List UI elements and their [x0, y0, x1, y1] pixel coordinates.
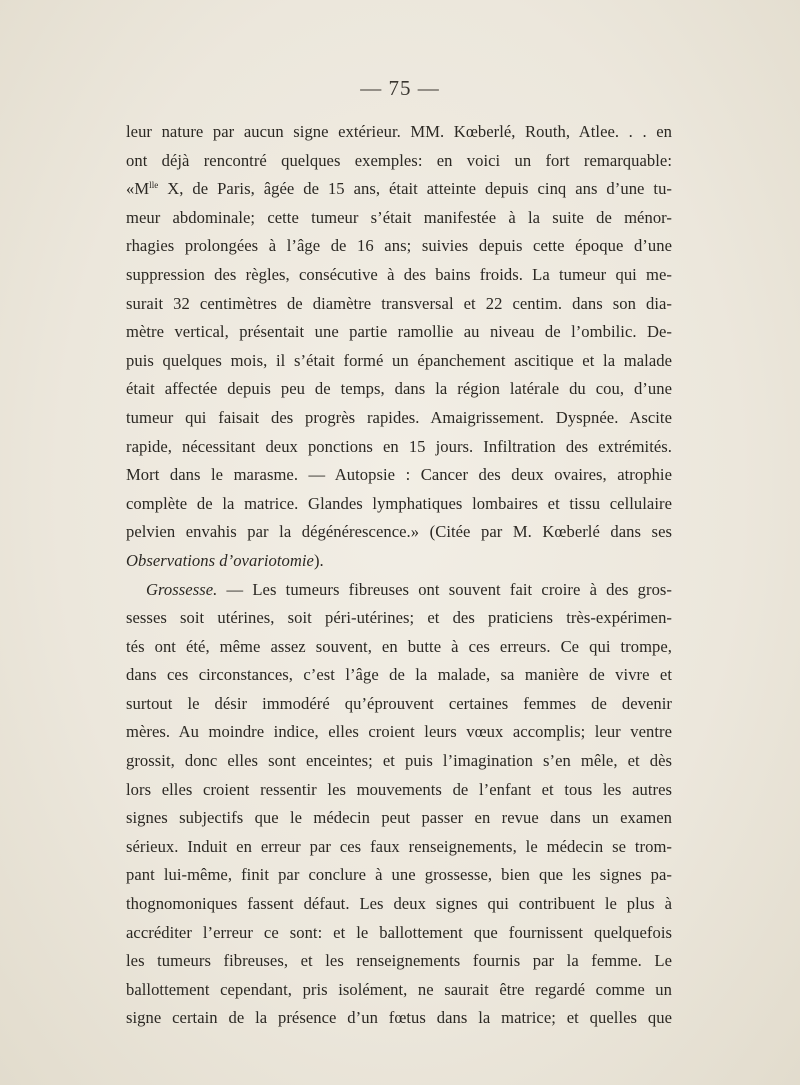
text-line — [126, 576, 672, 605]
text-line: surtout le désir immodéré qu’éprouvent certaines femmes de devenir — [126, 693, 672, 713]
text-line: surait 32 centimètres de diamètre transversal et 22 centim. dans son dia- — [126, 293, 672, 313]
citation-title: Observations d’ovariotomie — [126, 550, 314, 570]
text-line: signe certain de la présence d’un fœtus dans la matrice; et quelles que — [126, 1008, 672, 1028]
text-line: lors elles croient ressentir les mouvements de l’enfant et tous les autres — [126, 779, 672, 799]
text-line: rhagies prolongées à l’âge de 16 ans; suivies depuis cette époque d’une — [126, 236, 672, 256]
text-line: sesses soit utérines, soit péri-utérines; et des praticiens très-expérimen- — [126, 608, 672, 628]
text-line: accréditer l’erreur ce sont: et le ballottement que fournissent quelquefois — [126, 922, 672, 942]
page-text — [126, 118, 672, 1033]
text-line: Mort dans le marasme. — Autopsie : Cancer des deux ovaires, atrophie — [126, 465, 672, 485]
text-line: ballottement cependant, pris isolément, ne saurait être regardé comme un — [126, 979, 672, 999]
page-number: — 75 — — [360, 76, 440, 100]
text-line: rapide, nécessitant deux ponctions en 15 jours. Infiltration des extrémités. — [126, 436, 672, 456]
text-line: signes subjectifs que le médecin peut passer en revue dans un examen — [126, 808, 672, 828]
text-line: dans ces circonstances, c’est l’âge de la malade, sa manière de vivre et — [126, 665, 672, 685]
text-line: thognomoniques fassent défaut. Les deux signes qui contribuent le plus à — [126, 894, 672, 914]
text-line — [126, 547, 672, 576]
text-line: tumeur qui faisait des progrès rapides. Amaigrissement. Dyspnée. Ascite — [126, 407, 672, 427]
text-line: sérieux. Induit en erreur par ces faux renseignements, le médecin se trom- — [126, 836, 672, 856]
text-fragment: X, de Paris, âgée de 15 ans, était atteinte depuis cinq ans d’une tu- — [158, 179, 672, 199]
text-line: tés ont été, même assez souvent, en butte à ces erreurs. Ce qui trompe, — [126, 636, 672, 656]
text-line: meur abdominale; cette tumeur s’était manifestée à la suite de ménor- — [126, 207, 672, 227]
text-line: suppression des règles, consécutive à des bains froids. La tumeur qui me- — [126, 264, 672, 284]
paragraph-grossesse — [126, 576, 672, 1034]
text-line: ont déjà rencontré quelques exemples: en voici un fort remarquable: — [126, 150, 672, 170]
superscript-abbreviation: lle — [149, 180, 159, 191]
text-line: leur nature par aucun signe extérieur. MM. Kœberlé, Routh, Atlee. . . en — [126, 122, 672, 141]
text-fragment: ). — [313, 550, 324, 570]
text-line: mètre vertical, présentait une partie ramollie au niveau de l’ombilic. De- — [126, 322, 672, 342]
paragraph-case-report — [126, 118, 672, 576]
text-line: grossit, donc elles sont enceintes; et puis l’imagination s’en mêle, et dès — [126, 751, 672, 771]
text-fragment: «M — [126, 179, 150, 199]
section-heading: Grossesse. — [146, 579, 218, 599]
text-line — [126, 175, 672, 204]
text-line: mères. Au moindre indice, elles croient leurs vœux accomplis; leur ventre — [126, 722, 672, 742]
text-line: était affectée depuis peu de temps, dans la région latérale du cou, d’une — [126, 379, 672, 399]
text-line: les tumeurs fibreuses, et les renseignements fournis par la femme. Le — [126, 951, 672, 971]
text-line: puis quelques mois, il s’était formé un épanchement ascitique et la malade — [126, 350, 672, 370]
text-line: pant lui-même, finit par conclure à une grossesse, bien que les signes pa- — [126, 865, 672, 885]
text-fragment: — Les tumeurs fibreuses ont souvent fait croire à des gros- — [217, 579, 672, 599]
text-line: pelvien envahis par la dégénérescence.» (Citée par M. Kœberlé dans ses — [126, 522, 672, 542]
text-line: complète de la matrice. Glandes lymphatiques lombaires et tissu cellulaire — [126, 493, 672, 513]
